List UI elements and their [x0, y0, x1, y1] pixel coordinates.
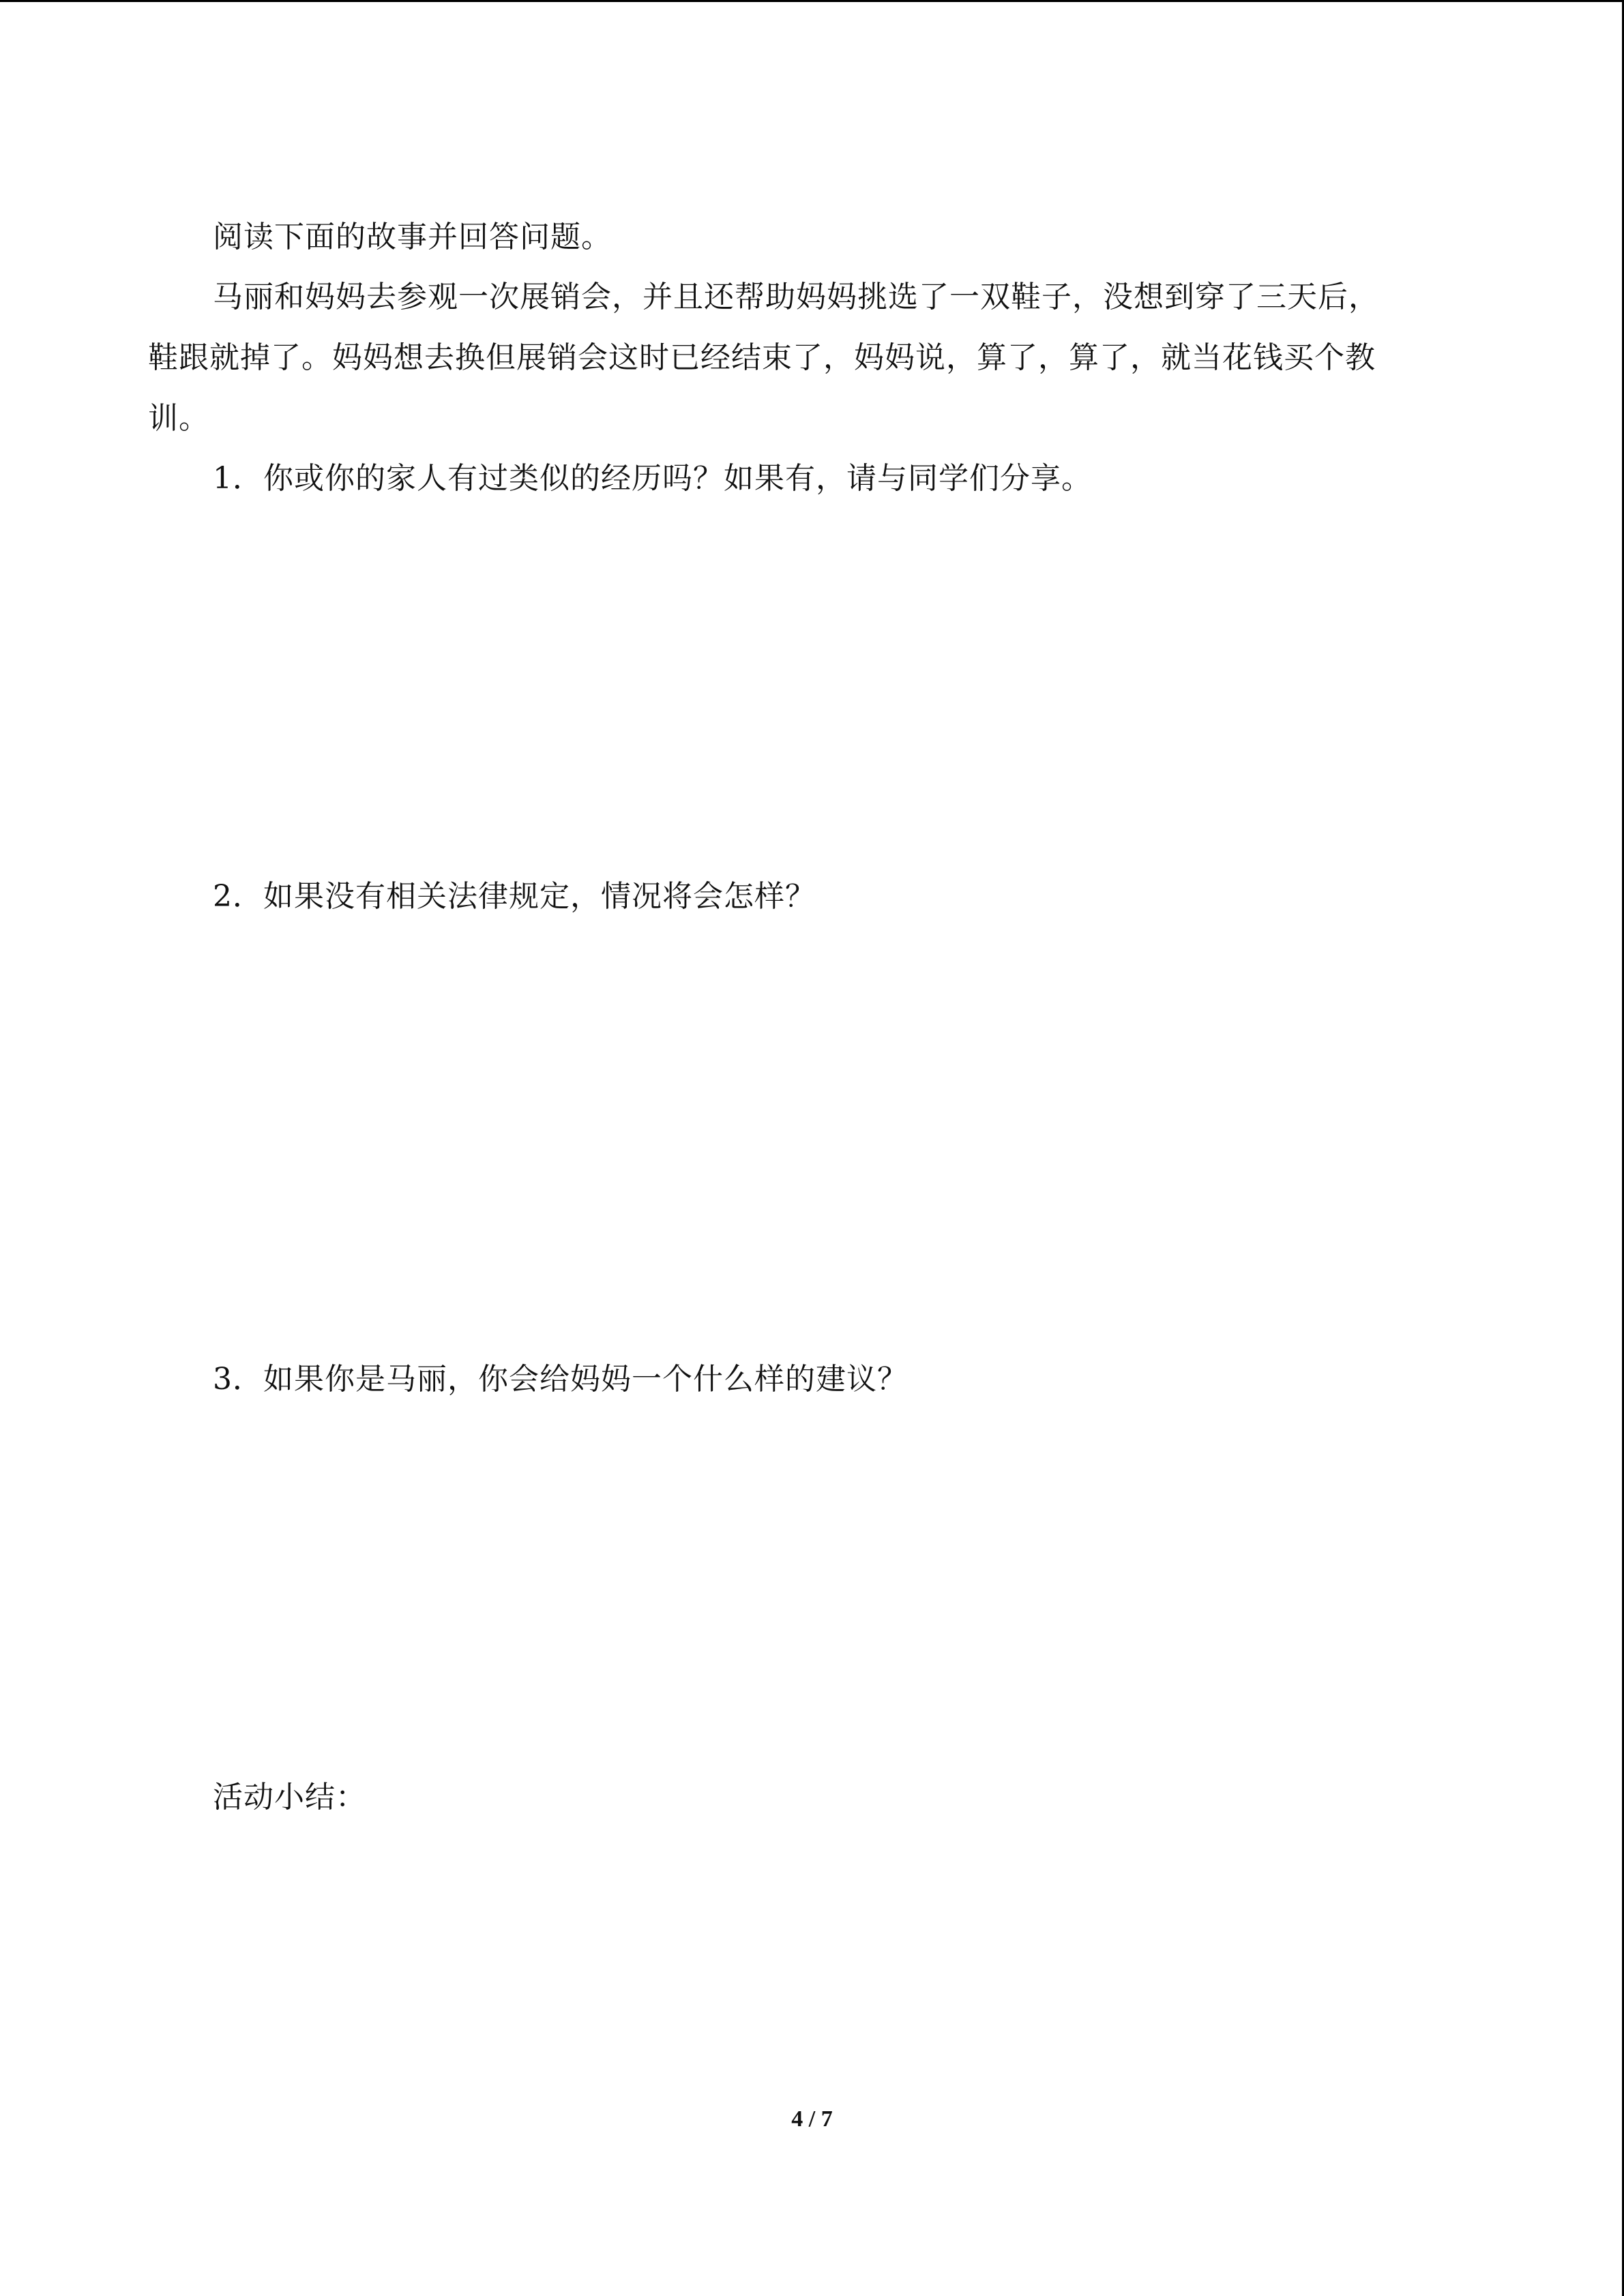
question-2: 2．如果没有相关法律规定，情况将会怎样？	[213, 879, 816, 914]
question-1: 1．你或你的家人有过类似的经历吗？如果有，请与同学们分享。	[213, 461, 1092, 496]
story-line-2: 鞋跟就掉了。妈妈想去换但展销会这时已经结束了，妈妈说，算了，算了，就当花钱买个教	[148, 340, 1376, 375]
story-line-3: 训。	[148, 401, 209, 436]
instruction-text: 阅读下面的故事并回答问题。	[213, 220, 612, 254]
activity-summary-label: 活动小结：	[213, 1780, 366, 1815]
page-number: 4 / 7	[791, 2106, 833, 2132]
question-3: 3．如果你是马丽，你会给妈妈一个什么样的建议？	[213, 1362, 908, 1397]
answer-space-1	[213, 520, 1454, 854]
answer-space-3	[213, 1420, 1454, 1755]
answer-space-2	[213, 936, 1454, 1332]
story-line-1: 马丽和妈妈去参观一次展销会，并且还帮助妈妈挑选了一双鞋子，没想到穿了三天后，	[213, 280, 1379, 314]
summary-answer-space	[213, 1836, 1454, 2075]
